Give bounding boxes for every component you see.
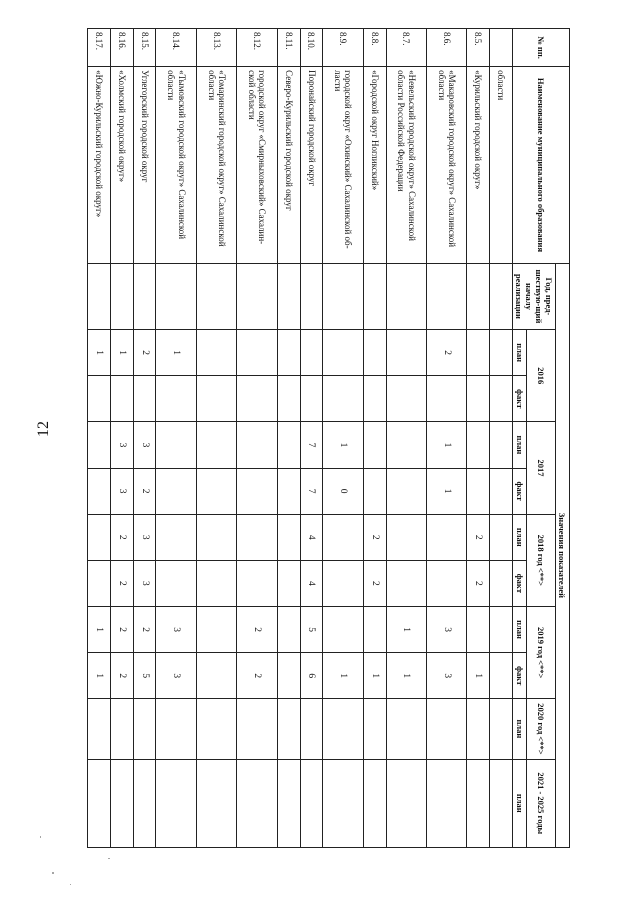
header-year-2020: 2020 год <**>	[527, 699, 556, 759]
table-row	[237, 29, 277, 848]
indicator-value: 2	[467, 560, 490, 606]
table-row	[110, 29, 133, 848]
indicator-value: 2	[110, 560, 133, 606]
municipality-name: «Южно-Курильский городской округ»	[88, 67, 111, 264]
indicator-value	[427, 560, 467, 606]
indicator-value: 7	[300, 422, 323, 468]
header-fact: факт	[513, 653, 527, 699]
indicator-value: 1	[88, 330, 111, 376]
indicator-value	[196, 514, 236, 560]
indicator-value	[467, 376, 490, 422]
row-number: 8.13.	[196, 29, 236, 67]
indicator-value	[490, 468, 513, 514]
indicator-value: 1	[427, 422, 467, 468]
indicator-value	[277, 606, 300, 652]
indicator-value	[88, 376, 111, 422]
indicator-value	[88, 514, 111, 560]
indicator-value	[490, 699, 513, 759]
indicator-value	[427, 376, 467, 422]
indicator-value	[300, 330, 323, 376]
table-row	[300, 29, 323, 848]
indicator-value: 1	[323, 653, 363, 699]
indicator-value	[490, 606, 513, 652]
indicator-value	[156, 422, 196, 468]
municipality-name: Северо-Курильский городской округ	[277, 67, 300, 264]
indicator-value	[133, 263, 156, 329]
row-number: 8.7.	[386, 29, 426, 67]
municipality-name: «Холмский городской округ»	[110, 67, 133, 264]
indicator-value: 1	[110, 330, 133, 376]
indicator-value: 1	[156, 330, 196, 376]
row-number: 8.11.	[277, 29, 300, 67]
table-row	[277, 29, 300, 848]
municipality-name: «Макаровский городской округ» Сахалинской области	[427, 67, 467, 264]
indicator-value	[88, 759, 111, 848]
indicators-table	[87, 28, 570, 848]
rotated-table-wrapper	[88, 28, 570, 848]
indicator-value: 2	[110, 653, 133, 699]
header-plan: план	[513, 330, 527, 376]
indicator-value	[196, 263, 236, 329]
indicator-value	[386, 759, 426, 848]
indicator-value	[237, 560, 277, 606]
indicator-value	[490, 653, 513, 699]
indicator-value	[156, 263, 196, 329]
row-number: 8.14.	[156, 29, 196, 67]
indicator-value	[88, 699, 111, 759]
table-row	[88, 29, 111, 848]
indicator-value: 3	[156, 653, 196, 699]
indicator-value: 2	[427, 330, 467, 376]
indicator-value	[277, 330, 300, 376]
indicator-value: 2	[237, 606, 277, 652]
indicator-value	[133, 759, 156, 848]
indicator-value	[323, 606, 363, 652]
table-row	[196, 29, 236, 848]
indicator-value: 5	[133, 653, 156, 699]
indicator-value	[110, 759, 133, 848]
municipality-name: городской округ «Охинский» Сахалинской об-ласти	[323, 67, 363, 264]
indicator-value	[88, 422, 111, 468]
indicator-value	[237, 376, 277, 422]
indicator-value	[363, 263, 386, 329]
page-number: 12	[35, 421, 52, 437]
indicator-value: 3	[156, 606, 196, 652]
indicator-value	[156, 376, 196, 422]
row-number: 8.8.	[363, 29, 386, 67]
municipality-name: области	[490, 67, 513, 264]
indicator-value: 1	[467, 653, 490, 699]
indicator-value	[386, 263, 426, 329]
indicator-value: 1	[88, 653, 111, 699]
indicator-value	[490, 330, 513, 376]
indicator-value	[88, 560, 111, 606]
indicator-value	[277, 560, 300, 606]
indicator-value: 0	[323, 468, 363, 514]
indicator-value: 2	[110, 514, 133, 560]
indicator-value	[277, 759, 300, 848]
indicator-value	[467, 422, 490, 468]
indicator-value	[467, 699, 490, 759]
header-fact: факт	[513, 376, 527, 422]
indicator-value	[386, 560, 426, 606]
header-base-year: Год, пред-шествую-щий началу реализации	[513, 263, 556, 329]
indicator-value: 2	[133, 330, 156, 376]
indicator-value	[277, 263, 300, 329]
indicator-value	[323, 514, 363, 560]
indicator-value	[196, 606, 236, 652]
indicator-value	[196, 422, 236, 468]
indicator-value: 1	[427, 468, 467, 514]
indicator-value: 1	[386, 653, 426, 699]
indicator-value	[237, 514, 277, 560]
header-num: № пп.	[513, 29, 570, 67]
indicator-value: 3	[133, 514, 156, 560]
indicator-value	[300, 699, 323, 759]
indicator-value	[386, 468, 426, 514]
indicator-value: 2	[363, 560, 386, 606]
indicator-value	[133, 376, 156, 422]
indicator-value: 3	[427, 606, 467, 652]
indicator-value	[490, 759, 513, 848]
indicator-value: 3	[133, 422, 156, 468]
indicator-value	[323, 699, 363, 759]
header-fact: факт	[513, 560, 527, 606]
indicator-value	[196, 759, 236, 848]
indicator-value	[323, 759, 363, 848]
indicator-value	[300, 376, 323, 422]
header-plan: план	[513, 606, 527, 652]
row-number: 8.6.	[427, 29, 467, 67]
indicator-value: 6	[300, 653, 323, 699]
indicator-value: 2	[363, 514, 386, 560]
table-row	[427, 29, 467, 848]
indicator-value	[196, 468, 236, 514]
table-row	[156, 29, 196, 848]
indicator-value	[277, 699, 300, 759]
indicator-value: 3	[110, 422, 133, 468]
indicator-value	[467, 606, 490, 652]
table-row	[490, 29, 513, 848]
row-number: 8.15.	[133, 29, 156, 67]
table-row	[363, 29, 386, 848]
indicator-value	[467, 759, 490, 848]
indicator-value	[323, 560, 363, 606]
municipality-name: Поронайский городской округ	[300, 67, 323, 264]
indicator-value	[386, 376, 426, 422]
indicator-value	[196, 330, 236, 376]
indicator-value: 7	[300, 468, 323, 514]
indicator-value: 2	[467, 514, 490, 560]
table-row	[386, 29, 426, 848]
indicator-value	[427, 759, 467, 848]
indicator-value	[196, 653, 236, 699]
indicator-value	[237, 699, 277, 759]
header-plan: план	[513, 699, 527, 759]
municipality-name: «Курильский городской округ»	[467, 67, 490, 264]
row-number: 8.17.	[88, 29, 111, 67]
indicator-value	[196, 560, 236, 606]
indicator-value	[490, 560, 513, 606]
indicator-value	[386, 330, 426, 376]
row-number: 8.9.	[323, 29, 363, 67]
table-row	[133, 29, 156, 848]
indicator-value: 1	[363, 653, 386, 699]
indicator-value	[386, 422, 426, 468]
indicator-value	[277, 376, 300, 422]
indicator-value	[277, 653, 300, 699]
table-row	[467, 29, 490, 848]
indicator-value: 5	[300, 606, 323, 652]
indicator-value: 2	[110, 606, 133, 652]
indicator-value: 2	[133, 468, 156, 514]
indicator-value	[237, 468, 277, 514]
indicator-value	[427, 699, 467, 759]
indicator-value	[133, 699, 156, 759]
table-body	[88, 29, 513, 848]
indicator-value	[277, 422, 300, 468]
indicator-value	[156, 699, 196, 759]
indicator-value	[156, 759, 196, 848]
row-number: 8.5.	[467, 29, 490, 67]
header-year-2017: 2017	[527, 422, 556, 514]
indicator-value	[237, 759, 277, 848]
indicator-value: 1	[386, 606, 426, 652]
indicator-value: 3	[427, 653, 467, 699]
indicator-value	[323, 263, 363, 329]
indicator-value	[323, 376, 363, 422]
indicator-value	[490, 422, 513, 468]
header-plan: план	[513, 759, 527, 848]
indicator-value	[196, 376, 236, 422]
indicator-value	[363, 376, 386, 422]
indicator-value	[490, 263, 513, 329]
row-number: 8.12.	[237, 29, 277, 67]
municipality-name: Углегорский городской округ	[133, 67, 156, 264]
header-values-group: Значения показателей	[556, 263, 570, 847]
municipality-name: «Невельский городской округ» Сахалинской области Российской Федерации	[386, 67, 426, 264]
indicator-value: 2	[237, 653, 277, 699]
indicator-value: 1	[323, 422, 363, 468]
indicator-value	[237, 263, 277, 329]
municipality-name: «Городской округ Ногликский»	[363, 67, 386, 264]
header-plan: план	[513, 422, 527, 468]
indicator-value: 3	[110, 468, 133, 514]
municipality-name: городской округ «Смирныховский» Сахалин-ской области	[237, 67, 277, 264]
indicator-value	[490, 376, 513, 422]
indicator-value	[363, 606, 386, 652]
indicator-value	[300, 263, 323, 329]
indicator-value	[363, 699, 386, 759]
indicator-value: 1	[88, 606, 111, 652]
header-year-2018: 2018 год <**>	[527, 514, 556, 606]
header-year-2016: 2016	[527, 330, 556, 422]
indicator-value	[88, 468, 111, 514]
header-fact: факт	[513, 468, 527, 514]
indicator-value	[156, 468, 196, 514]
municipality-name: «Тымовский городской округ» Сахалинской области	[156, 67, 196, 264]
indicator-value	[237, 330, 277, 376]
indicator-value	[277, 468, 300, 514]
indicator-value	[110, 699, 133, 759]
indicator-value	[363, 759, 386, 848]
indicator-value	[427, 263, 467, 329]
indicator-value: 2	[133, 606, 156, 652]
indicator-value	[323, 330, 363, 376]
indicator-value	[196, 699, 236, 759]
indicator-value	[363, 468, 386, 514]
header-plan: план	[513, 514, 527, 560]
indicator-value	[467, 468, 490, 514]
indicator-value: 4	[300, 560, 323, 606]
table-row	[323, 29, 363, 848]
indicator-value	[277, 514, 300, 560]
indicator-value	[156, 514, 196, 560]
indicator-value	[363, 422, 386, 468]
indicator-value	[363, 330, 386, 376]
indicator-value	[467, 263, 490, 329]
indicator-value	[490, 514, 513, 560]
indicator-value	[467, 330, 490, 376]
indicator-value	[110, 376, 133, 422]
header-year-2021-2025: 2021 - 2025 годы	[527, 759, 556, 848]
header-year-2019: 2019 год <**>	[527, 606, 556, 698]
row-number	[490, 29, 513, 67]
indicator-value	[386, 699, 426, 759]
indicator-value	[156, 560, 196, 606]
indicator-value	[237, 422, 277, 468]
indicator-value: 4	[300, 514, 323, 560]
header-name: Наименование муниципального образования	[513, 67, 570, 264]
indicator-value	[300, 759, 323, 848]
row-number: 8.10.	[300, 29, 323, 67]
indicator-value: 3	[133, 560, 156, 606]
indicator-value	[88, 263, 111, 329]
indicator-value	[110, 263, 133, 329]
indicator-value	[386, 514, 426, 560]
municipality-name: «Томаринский городской округ» Сахалинской области	[196, 67, 236, 264]
row-number: 8.16.	[110, 29, 133, 67]
indicator-value	[427, 514, 467, 560]
